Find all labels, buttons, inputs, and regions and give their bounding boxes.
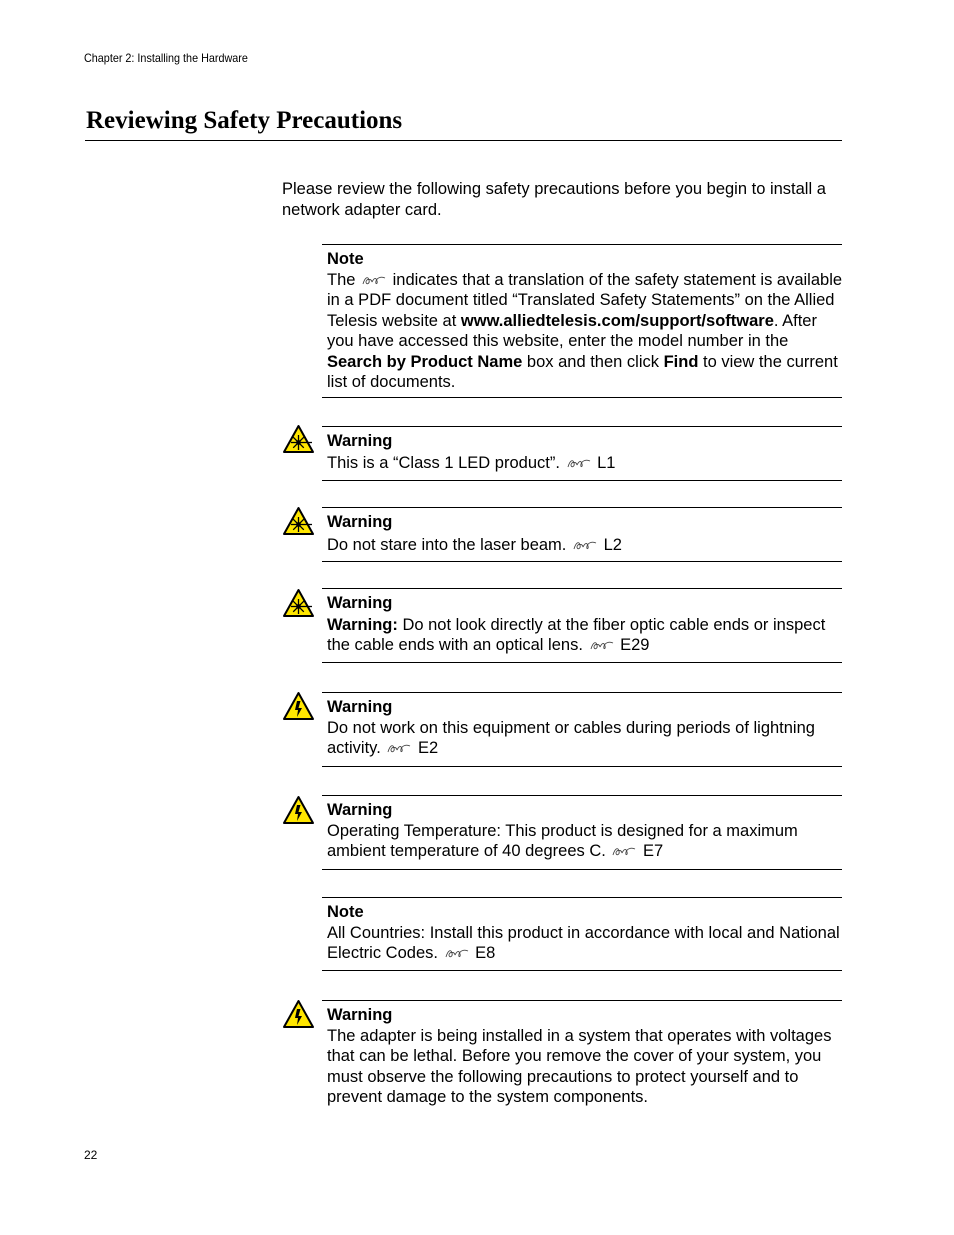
warning-code: E2 xyxy=(417,739,439,757)
intro-paragraph: Please review the following safety precautions before you begin to install a network adapter card. xyxy=(282,180,826,219)
warning-code: E29 xyxy=(620,636,650,654)
translation-icon xyxy=(573,540,597,551)
translation-icon xyxy=(387,743,411,754)
warning-text: This is a “Class 1 LED product”. L1 xyxy=(327,453,616,472)
warning-block xyxy=(322,507,842,555)
warning-text: Operating Temperature: This product is designed for a maximum ambient temperature of 40 degrees C. E7 xyxy=(327,821,798,860)
find-button-name: Find xyxy=(663,352,699,371)
note-divider xyxy=(322,970,842,971)
warning-label: Warning xyxy=(327,432,393,450)
note-electric-codes xyxy=(322,897,842,964)
translation-icon xyxy=(612,846,636,857)
warning-label: Warning xyxy=(327,1006,393,1024)
warning-divider xyxy=(322,480,842,481)
warning-block xyxy=(322,692,842,759)
note-translation xyxy=(322,244,842,398)
note-code: E8 xyxy=(475,944,496,962)
warning-code: L2 xyxy=(603,535,622,554)
warning-block xyxy=(322,426,842,473)
warning-text: The adapter is being installed in a system that operates with voltages that can be lethal. Before you remove the cover of your system, you must observe the following precautions to protect yourself and to prevent damage to the system components. xyxy=(327,1026,832,1106)
translation-icon xyxy=(590,640,614,651)
warning-block xyxy=(322,588,842,656)
note-divider xyxy=(322,397,842,398)
warning-divider xyxy=(322,869,842,870)
warning-text: Do not work on this equipment or cables during periods of lightning activity. E2 xyxy=(327,718,815,757)
translation-icon xyxy=(362,275,386,286)
laser-warning-icon xyxy=(282,588,315,618)
running-head: Chapter 2: Installing the Hardware xyxy=(84,51,248,65)
support-url: www.alliedtelesis.com/support/software xyxy=(460,311,774,330)
warning-label: Warning xyxy=(327,594,393,612)
warning-divider xyxy=(322,766,842,767)
warning-code: L1 xyxy=(597,453,616,472)
laser-warning-icon xyxy=(282,424,315,454)
warning-text: Do not stare into the laser beam. L2 xyxy=(327,535,622,554)
page-number: 22 xyxy=(84,1148,98,1162)
note-text: All Countries: Install this product in accordance with local and National Electric Codes. E8 xyxy=(327,923,840,962)
note-label: Note xyxy=(327,250,364,268)
translation-icon xyxy=(445,948,469,959)
title-divider xyxy=(85,140,842,141)
warning-label: Warning xyxy=(327,513,393,531)
warning-text: Warning: Do not look directly at the fiber optic cable ends or inspect the cable ends with an optical lens. E29 xyxy=(327,615,826,654)
warning-block xyxy=(322,795,842,862)
translation-icon xyxy=(567,458,591,469)
warning-label: Warning xyxy=(327,698,393,716)
search-box-name: Search by Product Name xyxy=(327,352,523,371)
warning-divider xyxy=(322,662,842,663)
warning-block xyxy=(322,1000,842,1108)
electrical-warning-icon xyxy=(282,795,315,825)
warning-code: E7 xyxy=(643,842,664,860)
warning-label: Warning xyxy=(327,801,393,819)
note-label: Note xyxy=(327,903,364,921)
section-title: Reviewing Safety Precautions xyxy=(86,107,403,134)
laser-warning-icon xyxy=(282,506,315,536)
note-text: The indicates that a translation of the safety statement is available in a PDF document titled “Translated Safety Statements” on the Allied Telesis website at www.alliedtelesis.com/support/software. After you have accessed this website, enter the model number in the Search by Product Name box and then click Find to view the current list of documents. xyxy=(327,270,843,391)
electrical-warning-icon xyxy=(282,691,315,721)
warning-divider xyxy=(322,561,842,562)
electrical-warning-icon xyxy=(282,999,315,1029)
